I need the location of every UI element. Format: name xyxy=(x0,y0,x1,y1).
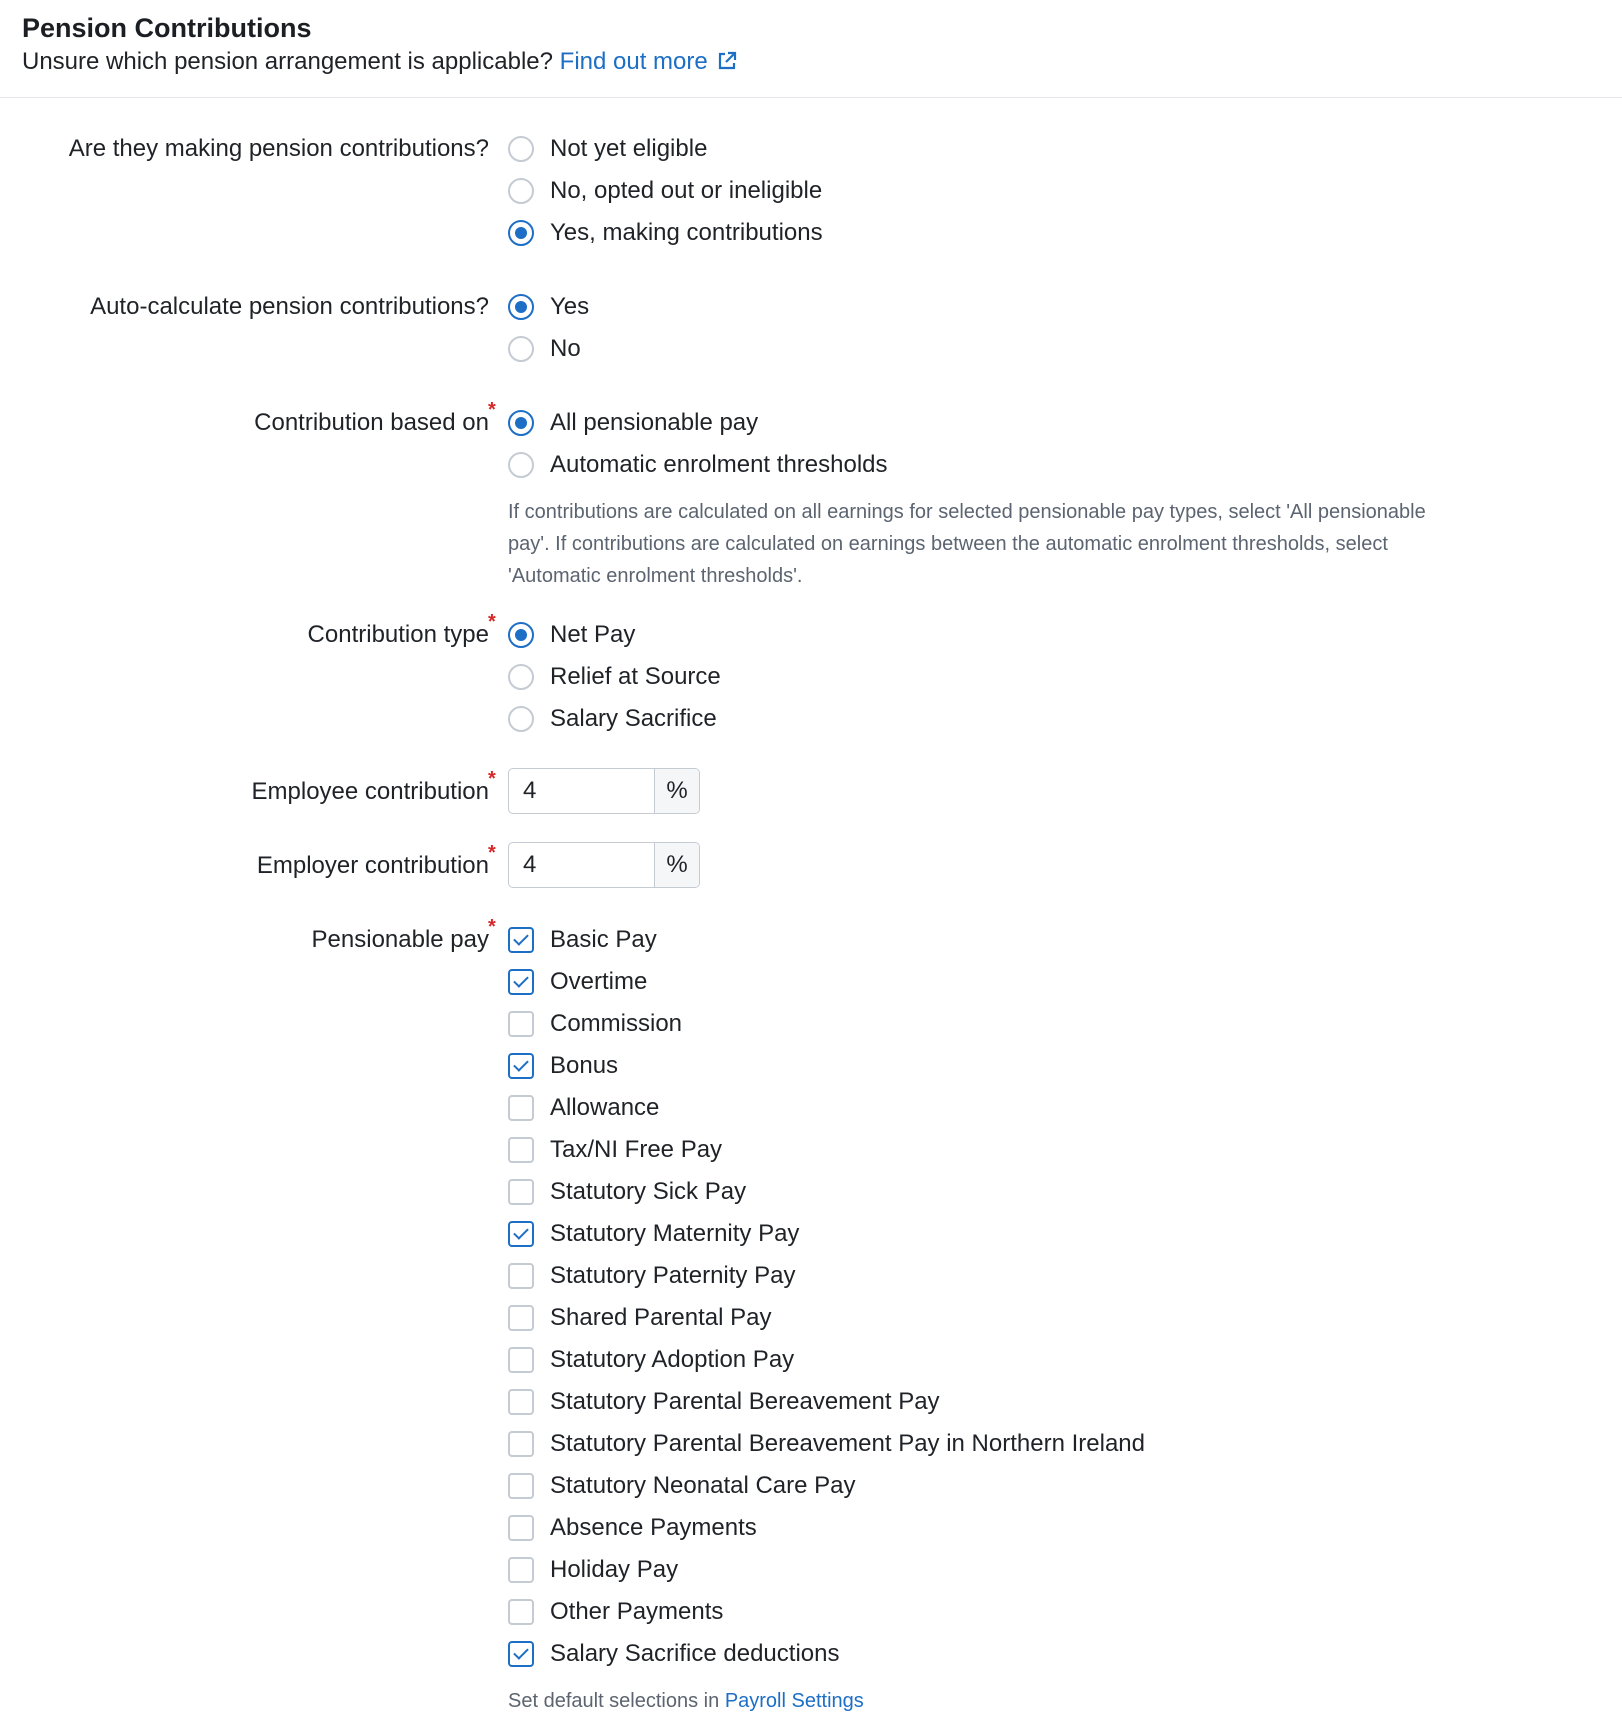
checkbox-label: Salary Sacrifice deductions xyxy=(550,1640,840,1667)
option-label: Not yet eligible xyxy=(550,135,708,162)
checkbox-statutory-adoption-pay[interactable] xyxy=(508,1347,534,1373)
checkbox-label: Statutory Parental Bereavement Pay in Northern Ireland xyxy=(550,1430,1145,1457)
radio-net-pay[interactable] xyxy=(508,622,534,648)
radio-relief-at-source[interactable] xyxy=(508,664,534,690)
checkbox-statutory-neonatal-care-pay[interactable] xyxy=(508,1473,534,1499)
checkbox-label: Basic Pay xyxy=(550,926,657,953)
pensionable-pay-item-statutory-neonatal-care-pay[interactable] xyxy=(508,1471,856,1501)
checkbox-label: Statutory Parental Bereavement Pay xyxy=(550,1388,940,1415)
header-divider xyxy=(0,97,1622,98)
option-label: No, opted out or ineligible xyxy=(550,177,823,204)
pensionable-pay-item-commission[interactable] xyxy=(508,1009,682,1039)
checkbox-overtime[interactable] xyxy=(508,969,534,995)
option-label: Relief at Source xyxy=(550,663,721,690)
employer-contribution-label: Employer contribution xyxy=(256,852,489,879)
option-label: All pensionable pay xyxy=(550,409,759,436)
option-automatic-enrolment-thresholds[interactable] xyxy=(508,450,888,480)
checkbox-bonus[interactable] xyxy=(508,1053,534,1079)
required-asterisk: * xyxy=(488,842,496,864)
option-auto-yes[interactable] xyxy=(508,292,589,322)
pensionable-pay-item-statutory-paternity-pay[interactable] xyxy=(508,1261,795,1291)
radio-salary-sacrifice[interactable] xyxy=(508,706,534,732)
radio-auto-yes[interactable] xyxy=(508,294,534,320)
pensionable-pay-item-shared-parental-pay[interactable] xyxy=(508,1303,771,1333)
checkbox-label: Statutory Neonatal Care Pay xyxy=(550,1472,856,1499)
required-asterisk: * xyxy=(488,399,496,421)
checkbox-salary-sacrifice-deductions[interactable] xyxy=(508,1641,534,1667)
radio-opted-out[interactable] xyxy=(508,178,534,204)
option-label: Salary Sacrifice xyxy=(550,705,717,732)
contribution-type-label: Contribution type xyxy=(307,621,489,648)
footer-text: Set default selections in xyxy=(508,1690,720,1712)
checkbox-label: Statutory Adoption Pay xyxy=(550,1346,795,1373)
external-link-icon[interactable] xyxy=(716,49,738,81)
checkbox-shared-parental-pay[interactable] xyxy=(508,1305,534,1331)
required-asterisk: * xyxy=(488,611,496,633)
checkbox-label: Commission xyxy=(550,1010,683,1037)
find-out-more-link[interactable] xyxy=(560,48,738,75)
checkbox-label: Other Payments xyxy=(550,1598,724,1625)
pensionable-pay-item-statutory-adoption-pay[interactable] xyxy=(508,1345,794,1375)
checkbox-absence-payments[interactable] xyxy=(508,1515,534,1541)
employer-contribution-value[interactable]: 4 xyxy=(523,851,537,878)
checkbox-label: Statutory Paternity Pay xyxy=(550,1262,796,1289)
find-out-more-label: Find out more xyxy=(559,48,708,75)
radio-all-pensionable-pay[interactable] xyxy=(508,410,534,436)
option-label: No xyxy=(550,335,581,362)
pensionable-pay-item-holiday-pay[interactable] xyxy=(508,1555,678,1585)
employee-contribution-value[interactable]: 4 xyxy=(523,777,537,804)
pensionable-pay-item-tax-ni-free-pay[interactable] xyxy=(508,1135,722,1165)
checkbox-commission[interactable] xyxy=(508,1011,534,1037)
pensionable-pay-item-absence-payments[interactable] xyxy=(508,1513,757,1543)
option-not-yet-eligible[interactable] xyxy=(508,134,707,164)
pensionable-pay-label: Pensionable pay xyxy=(311,926,489,953)
checkbox-label: Holiday Pay xyxy=(550,1556,679,1583)
contribution-based-on-help: If contributions are calculated on all earnings for selected pensionable pay types, select 'All pensionable pay'. If contributions are calculated on earnings between the automatic enrolment thresholds, select 'Automatic enrolment thresholds'. xyxy=(508,501,1426,587)
required-asterisk: * xyxy=(488,916,496,938)
pensionable-pay-item-allowance[interactable] xyxy=(508,1093,659,1123)
radio-automatic-enrolment-thresholds[interactable] xyxy=(508,452,534,478)
pensionable-pay-item-statutory-parental-bereavement-pay[interactable] xyxy=(508,1387,940,1417)
auto-calculate-label: Auto-calculate pension contributions? xyxy=(90,293,489,320)
checkbox-statutory-sick-pay[interactable] xyxy=(508,1179,534,1205)
checkbox-label: Bonus xyxy=(550,1052,619,1079)
percent-unit: % xyxy=(654,843,699,887)
required-asterisk: * xyxy=(488,768,496,790)
pensionable-pay-item-statutory-sick-pay[interactable] xyxy=(508,1177,746,1207)
option-opted-out[interactable] xyxy=(508,176,822,206)
option-auto-no[interactable] xyxy=(508,334,581,364)
pensionable-pay-item-overtime[interactable] xyxy=(508,967,647,997)
subtitle-text: Unsure which pension arrangement is applicable? xyxy=(22,48,553,75)
contribution-based-on-label: Contribution based on xyxy=(254,409,489,436)
checkbox-tax-ni-free-pay[interactable] xyxy=(508,1137,534,1163)
checkbox-other-payments[interactable] xyxy=(508,1599,534,1625)
radio-auto-no[interactable] xyxy=(508,336,534,362)
subtitle xyxy=(22,46,738,81)
checkbox-basic-pay[interactable] xyxy=(508,927,534,953)
pensionable-pay-item-salary-sacrifice-deductions[interactable] xyxy=(508,1639,839,1669)
pensionable-pay-item-bonus[interactable] xyxy=(508,1051,618,1081)
pensionable-pay-item-statutory-maternity-pay[interactable] xyxy=(508,1219,799,1249)
option-relief-at-source[interactable] xyxy=(508,662,721,692)
checkbox-statutory-maternity-pay[interactable] xyxy=(508,1221,534,1247)
pensionable-pay-item-basic-pay[interactable] xyxy=(508,925,657,955)
option-salary-sacrifice[interactable] xyxy=(508,704,717,734)
pensionable-pay-item-statutory-parental-bereavement-pay-in-northern-ireland[interactable] xyxy=(508,1429,1145,1459)
checkbox-label: Tax/NI Free Pay xyxy=(550,1136,723,1163)
checkbox-statutory-paternity-pay[interactable] xyxy=(508,1263,534,1289)
page-title: Pension Contributions xyxy=(22,13,312,43)
checkbox-statutory-parental-bereavement-pay-in-northern-ireland[interactable] xyxy=(508,1431,534,1457)
checkbox-holiday-pay[interactable] xyxy=(508,1557,534,1583)
employee-contribution-label: Employee contribution xyxy=(251,778,489,805)
radio-yes-making-contributions[interactable] xyxy=(508,220,534,246)
checkbox-allowance[interactable] xyxy=(508,1095,534,1121)
option-net-pay[interactable] xyxy=(508,620,635,650)
checkbox-label: Shared Parental Pay xyxy=(550,1304,772,1331)
checkbox-label: Overtime xyxy=(550,968,648,995)
footer-note xyxy=(508,1688,864,1714)
checkbox-label: Statutory Sick Pay xyxy=(550,1178,747,1205)
option-yes-making-contributions[interactable] xyxy=(508,218,823,248)
employee-contribution-input[interactable] xyxy=(508,768,700,814)
payroll-settings-link[interactable]: Payroll Settings xyxy=(724,1690,864,1712)
section-header xyxy=(22,12,738,81)
checkbox-label: Absence Payments xyxy=(550,1514,757,1541)
checkbox-statutory-parental-bereavement-pay[interactable] xyxy=(508,1389,534,1415)
percent-unit: % xyxy=(654,769,699,813)
checkbox-label: Statutory Maternity Pay xyxy=(550,1220,800,1247)
checkbox-label: Allowance xyxy=(550,1094,660,1121)
option-label: Yes xyxy=(550,293,590,320)
option-label: Automatic enrolment thresholds xyxy=(550,451,888,478)
option-label: Net Pay xyxy=(550,621,636,648)
option-label: Yes, making contributions xyxy=(550,219,823,246)
option-all-pensionable-pay[interactable] xyxy=(508,408,758,438)
making-contributions-label: Are they making pension contributions? xyxy=(68,135,489,162)
employer-contribution-input[interactable] xyxy=(508,842,700,888)
radio-not-yet-eligible[interactable] xyxy=(508,136,534,162)
pensionable-pay-item-other-payments[interactable] xyxy=(508,1597,723,1627)
